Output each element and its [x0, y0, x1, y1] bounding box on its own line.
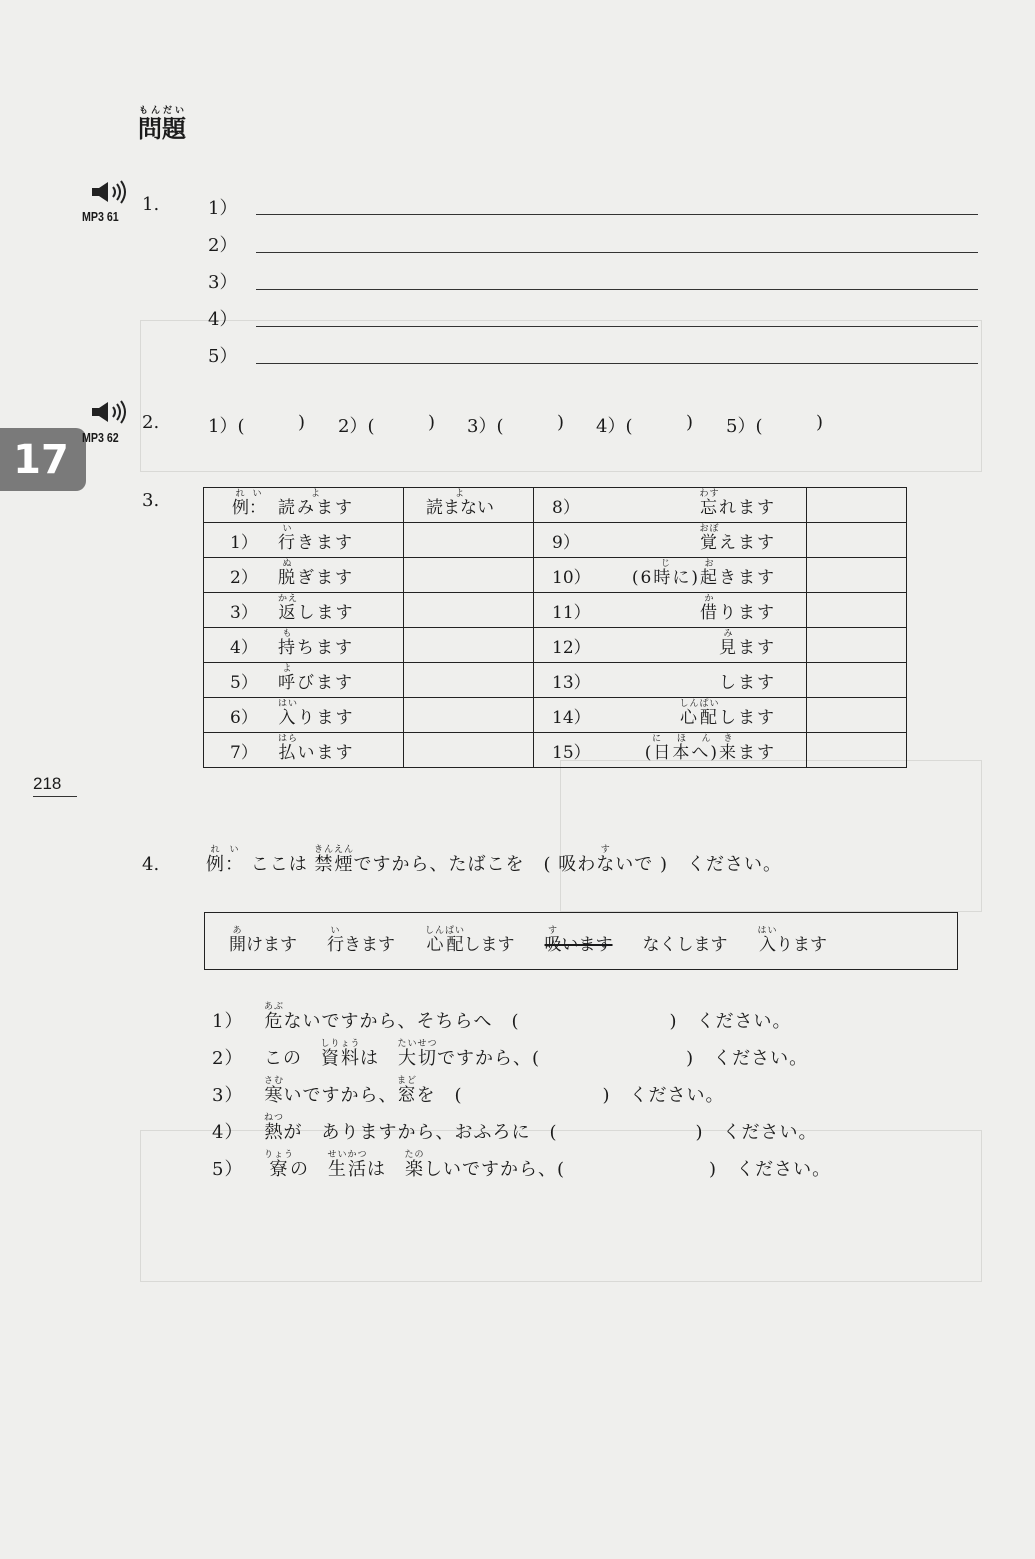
furigana: か	[700, 594, 719, 604]
verb-kanji: 持	[278, 638, 297, 658]
furigana: しんぱい	[425, 926, 466, 936]
answer-cell[interactable]	[807, 698, 907, 733]
furigana: せいかつ	[327, 1150, 368, 1160]
word-choice	[758, 926, 828, 955]
word-choice	[643, 930, 728, 955]
question-number: 2.	[142, 412, 160, 433]
sentence-text: ) ください。	[659, 854, 783, 875]
verb-rest: えます	[718, 533, 776, 553]
sentence-text: この	[264, 1048, 321, 1069]
furigana: たの	[404, 1150, 425, 1160]
furigana: み	[719, 629, 738, 639]
question-item-number: 5）	[212, 1159, 244, 1180]
choice-kanji: 行	[327, 935, 344, 955]
verb-rest: します	[297, 603, 355, 623]
answer-line[interactable]	[256, 252, 978, 253]
word-choice-box	[204, 912, 958, 970]
example-answer: 吸わないで	[558, 854, 654, 875]
question-item-number: 2）	[212, 1048, 244, 1069]
verb-kanji: 借	[700, 603, 719, 623]
table-row	[204, 558, 907, 593]
furigana: はら	[278, 734, 299, 744]
table-cell	[204, 663, 404, 698]
furigana: き	[719, 734, 738, 744]
furigana: れい	[206, 845, 244, 855]
table-row	[204, 628, 907, 663]
answer-paren-close[interactable]: )	[428, 412, 436, 433]
table-cell	[204, 558, 404, 593]
answer-paren-open: 2）(	[338, 416, 375, 437]
table-cell	[204, 523, 404, 558]
answer-cell[interactable]	[404, 733, 534, 768]
sentence-text: ですから、たばこを (	[353, 854, 552, 875]
verb-rest: ります	[719, 603, 776, 623]
answer-paren-open: 3）(	[467, 416, 504, 437]
verb-kanji: 心配	[679, 708, 720, 728]
furigana: にほん	[644, 734, 719, 744]
furigana: さむ	[264, 1076, 285, 1086]
furigana: しりょう	[320, 1039, 361, 1049]
verb-rest: びます	[297, 673, 354, 693]
furigana: よ	[278, 489, 354, 499]
furigana: す	[558, 845, 654, 855]
question-item-number: 3）	[212, 1085, 244, 1106]
row-number: 8）	[552, 498, 580, 518]
choice-kanji: 入	[757, 935, 778, 955]
answer-line-label: 1）	[208, 198, 238, 219]
table-cell	[534, 663, 807, 698]
verb-kanji: 脱	[278, 568, 297, 588]
table-cell	[534, 628, 807, 663]
verb-rest: れます	[718, 498, 776, 518]
furigana: い	[278, 524, 297, 534]
speaker-icon[interactable]	[90, 180, 130, 204]
example-answer: 読まない	[426, 498, 494, 518]
table-cell	[534, 733, 807, 768]
verb-kanji: 起	[700, 568, 719, 588]
answer-cell[interactable]	[807, 628, 907, 663]
table-row	[204, 593, 907, 628]
question-item-number: 4）	[212, 1122, 244, 1143]
furigana: れい	[232, 489, 266, 499]
question-number: 3.	[142, 490, 160, 511]
table-cell	[534, 558, 807, 593]
word-choice	[425, 926, 515, 955]
sentence-text: ですから、(	[437, 1048, 541, 1069]
table-cell	[204, 733, 404, 768]
row-number: 4）	[230, 638, 258, 658]
bleed-through-shape	[140, 320, 982, 472]
row-number: 1）	[230, 533, 258, 553]
row-number: 15）	[552, 743, 591, 763]
fill-in-question	[212, 1076, 725, 1107]
furigana: かえ	[278, 594, 299, 604]
answer-line-label: 5）	[208, 346, 238, 367]
sentence-kanji: 寒	[264, 1085, 284, 1106]
example-verb: 読みます	[278, 498, 354, 518]
verb-rest: します	[719, 708, 776, 728]
page-title	[138, 106, 186, 144]
sentence-text: ) ください。	[686, 1048, 809, 1069]
furigana: ぬ	[278, 559, 297, 569]
table-cell	[534, 523, 807, 558]
answer-paren-open: 4）(	[596, 416, 633, 437]
answer-paren-open: 5）(	[726, 416, 763, 437]
sentence-text: が ありますから、おふろに (	[283, 1122, 558, 1143]
answer-cell[interactable]	[807, 663, 907, 698]
table-row	[204, 733, 907, 768]
furigana: よ	[278, 664, 297, 674]
fill-in-question	[212, 1039, 808, 1070]
sentence-text: しいですから、(	[424, 1159, 566, 1180]
page-number: 218	[33, 774, 77, 797]
furigana: よ	[426, 489, 494, 499]
answer-line[interactable]	[256, 214, 978, 215]
verb-kanji: 払	[278, 743, 298, 763]
conjugation-table	[203, 487, 907, 768]
sentence-kanji: 大切	[397, 1048, 438, 1069]
table-cell	[534, 698, 807, 733]
furigana: い	[327, 926, 344, 936]
row-number: 6）	[230, 708, 258, 728]
furigana: おぼ	[699, 524, 720, 534]
verb-rest: います	[297, 743, 355, 763]
row-number: 9）	[552, 533, 580, 553]
choice-rest: ります	[776, 935, 828, 955]
sentence-kanji: 寮	[264, 1159, 294, 1180]
verb-kanji: 見	[719, 638, 738, 658]
sentence-kanji: 熱	[264, 1122, 284, 1143]
choice-rest: します	[463, 935, 515, 955]
sentence-text: ) ください。	[695, 1122, 818, 1143]
table-cell	[534, 593, 807, 628]
verb-kanji: 来	[719, 743, 738, 763]
sentence-text: ) ください。	[709, 1159, 832, 1180]
row-number: 14）	[552, 708, 591, 728]
table-row	[204, 698, 907, 733]
answer-paren-close[interactable]: )	[816, 412, 824, 433]
answer-paren-close[interactable]: )	[298, 412, 306, 433]
sentence-kanji: 禁煙	[313, 854, 354, 875]
choice-rest: けます	[246, 935, 297, 955]
answer-line-label: 3）	[208, 272, 238, 293]
answer-cell[interactable]	[807, 593, 907, 628]
furigana: お	[700, 559, 719, 569]
sentence-text: は	[367, 1159, 406, 1180]
furigana: あぶ	[264, 1002, 285, 1012]
choice-rest: います	[561, 935, 613, 955]
answer-cell[interactable]	[807, 733, 907, 768]
row-number: 3）	[230, 603, 258, 623]
answer-cell[interactable]	[807, 558, 907, 593]
word-choice	[229, 926, 297, 955]
table-row	[204, 663, 907, 698]
answer-line[interactable]	[256, 363, 978, 364]
furigana: たいせつ	[397, 1039, 438, 1049]
choice-kanji: 心配	[425, 935, 466, 955]
verb-rest: ぎます	[297, 568, 354, 588]
example-label: 例：	[232, 498, 266, 518]
answer-cell[interactable]	[404, 663, 534, 698]
furigana: じ	[631, 559, 700, 569]
row-number: 5）	[230, 673, 258, 693]
question-number: 1.	[142, 194, 160, 215]
sentence-text: ここは	[250, 854, 308, 875]
choice-kanji: 開	[229, 935, 246, 955]
sentence-kanji: 資料	[320, 1048, 361, 1069]
table-row	[204, 523, 907, 558]
fill-in-question	[212, 1113, 818, 1144]
verb-rest: します	[719, 673, 776, 693]
sentence-text: の	[290, 1159, 328, 1180]
table-cell	[204, 628, 404, 663]
verb-kanji: 返	[278, 603, 298, 623]
verb-kanji: 覚	[699, 533, 720, 553]
answer-paren-close[interactable]: )	[686, 412, 694, 433]
answer-line-label: 4）	[208, 309, 238, 330]
table-cell	[204, 488, 404, 523]
answer-cell[interactable]	[404, 698, 534, 733]
answer-paren-close[interactable]: )	[557, 412, 565, 433]
audio-track-label: MP3 62	[82, 430, 119, 445]
furigana: りょう	[264, 1150, 295, 1160]
sentence-text: いですから、	[283, 1085, 398, 1106]
answer-cell[interactable]	[404, 558, 534, 593]
table-cell	[204, 593, 404, 628]
example-sentence	[206, 845, 782, 876]
choice-rest: なくします	[642, 935, 728, 955]
row-number: 10）	[552, 568, 591, 588]
answer-line[interactable]	[256, 289, 978, 290]
answer-cell[interactable]	[404, 523, 534, 558]
verb-kanji: 忘	[699, 498, 720, 518]
chapter-tab: 17	[0, 428, 86, 491]
sentence-kanji: 生活	[327, 1159, 368, 1180]
table-cell	[204, 698, 404, 733]
row-number: 13）	[552, 673, 591, 693]
furigana: あ	[229, 926, 246, 936]
sentence-kanji: 窓	[397, 1085, 417, 1106]
answer-cell[interactable]	[807, 488, 907, 523]
question-item-number: 1）	[212, 1011, 244, 1032]
answer-line[interactable]	[256, 326, 978, 327]
example-label: 例：	[206, 854, 244, 875]
furigana: きんえん	[313, 845, 354, 855]
word-choice-used	[545, 926, 613, 955]
audio-track-label: MP3 61	[82, 209, 119, 224]
question-number: 4.	[142, 854, 160, 875]
verb-rest: きます	[297, 533, 354, 553]
fill-in-question	[212, 1002, 792, 1033]
answer-paren-open: 1）(	[208, 416, 245, 437]
verb-context: (6時に)	[631, 568, 700, 588]
furigana: す	[544, 926, 562, 936]
verb-kanji: 呼	[278, 673, 297, 693]
verb-rest: ちます	[297, 638, 354, 658]
sentence-text: ) ください。	[602, 1085, 725, 1106]
answer-cell[interactable]	[404, 593, 534, 628]
word-choice	[327, 926, 395, 955]
verb-context: (日本へ)	[644, 743, 719, 763]
choice-rest: きます	[344, 935, 395, 955]
row-number: 7）	[230, 743, 258, 763]
row-number: 11）	[552, 603, 591, 623]
table-cell	[404, 488, 534, 523]
verb-kanji: 行	[278, 533, 297, 553]
choice-kanji: 吸	[544, 935, 562, 955]
verb-rest: ります	[297, 708, 355, 728]
speaker-icon[interactable]	[90, 400, 130, 424]
furigana: しんぱい	[679, 699, 720, 709]
title-reading: もんだい	[138, 106, 186, 116]
answer-cell[interactable]	[807, 523, 907, 558]
sentence-text: ないですから、そちらへ (	[283, 1011, 520, 1032]
answer-cell[interactable]	[404, 628, 534, 663]
verb-kanji: 入	[278, 708, 298, 728]
answer-line-label: 2）	[208, 235, 238, 256]
title-text: 問題	[138, 115, 186, 143]
furigana: も	[278, 629, 297, 639]
sentence-kanji: 危	[264, 1011, 284, 1032]
row-number: 12）	[552, 638, 591, 658]
verb-rest: きます	[719, 568, 776, 588]
sentence-text: を (	[416, 1085, 463, 1106]
table-row	[204, 488, 907, 523]
bleed-through-shape	[560, 760, 982, 912]
sentence-text: は	[360, 1048, 399, 1069]
table-cell	[534, 488, 807, 523]
furigana: わす	[699, 489, 720, 499]
furigana: まど	[397, 1076, 418, 1086]
verb-rest: ます	[738, 743, 776, 763]
furigana: はい	[278, 699, 299, 709]
furigana: はい	[757, 926, 778, 936]
row-number: 2）	[230, 568, 258, 588]
sentence-kanji: 楽	[404, 1159, 425, 1180]
sentence-text: ) ください。	[669, 1011, 792, 1032]
verb-rest: ます	[738, 638, 776, 658]
furigana: ねつ	[264, 1113, 285, 1123]
fill-in-question	[212, 1150, 831, 1181]
